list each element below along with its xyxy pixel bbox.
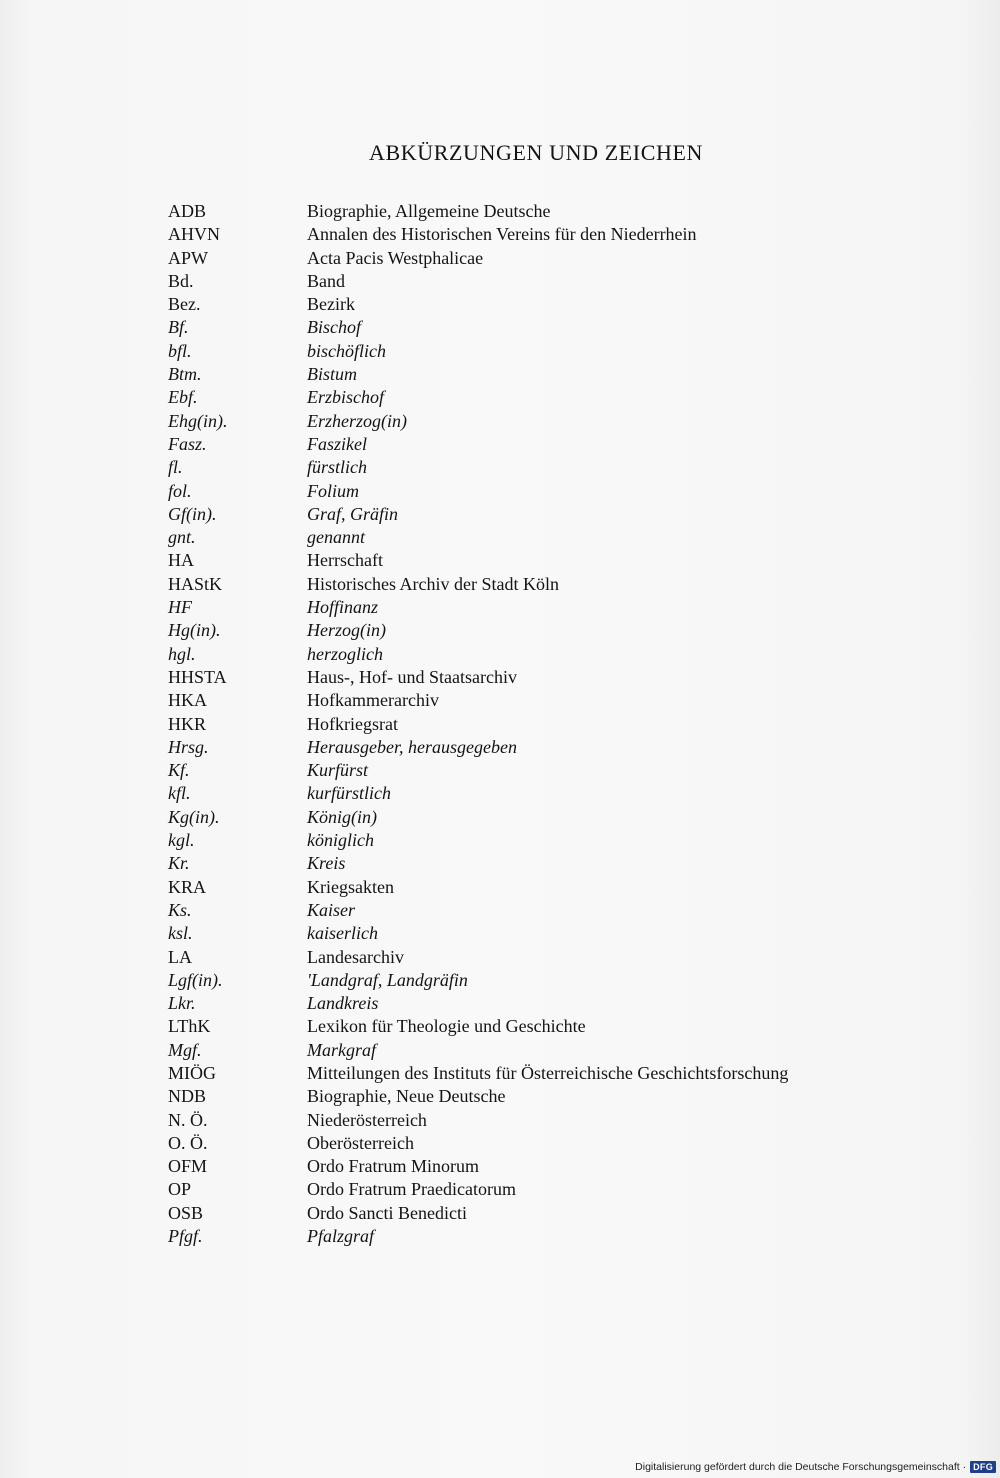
abbreviation-term: Ehg(in). — [168, 410, 228, 431]
abbreviation-term: Fasz. — [168, 433, 207, 454]
abbreviation-entry — [168, 503, 908, 526]
abbreviation-meaning: Historisches Archiv der Stadt Köln — [307, 573, 559, 594]
abbreviation-meaning: Kurfürst — [307, 760, 369, 781]
abbreviation-meaning: Hoffinanz — [307, 597, 379, 618]
abbreviation-entry — [168, 1132, 908, 1155]
abbreviation-meaning: genannt — [307, 527, 365, 548]
abbreviation-meaning: Faszikel — [307, 433, 367, 454]
abbreviation-term: Kr. — [168, 853, 190, 874]
abbreviation-term: HHSTA — [168, 666, 227, 687]
abbreviation-meaning: Niederösterreich — [307, 1109, 427, 1130]
abbreviation-term: Bf. — [168, 317, 189, 338]
footer-credit — [635, 1460, 996, 1474]
abbreviation-entry — [168, 549, 908, 572]
abbreviation-term: APW — [168, 247, 208, 268]
abbreviation-meaning: Bistum — [307, 364, 358, 385]
abbreviation-term: Hrsg. — [168, 736, 209, 757]
abbreviation-meaning: Acta Pacis Westphalicae — [307, 247, 484, 268]
abbreviation-term: Hg(in). — [168, 620, 221, 641]
abbreviation-term: AHVN — [168, 224, 220, 245]
abbreviation-term: MIÖG — [168, 1062, 216, 1083]
abbreviation-meaning: bischöflich — [307, 340, 386, 361]
abbreviation-meaning: Ordo Fratrum Praedicatorum — [307, 1179, 516, 1200]
abbreviation-meaning: Kaiser — [307, 899, 356, 920]
abbreviation-entry — [168, 643, 908, 666]
abbreviation-term: Bd. — [168, 270, 194, 291]
abbreviation-term: HF — [168, 597, 192, 618]
abbreviation-entry — [168, 806, 908, 829]
abbreviation-entry — [168, 410, 908, 433]
abbreviation-meaning: Erzbischof — [307, 387, 385, 408]
abbreviation-term: gnt. — [168, 527, 196, 548]
abbreviation-entry — [168, 619, 908, 642]
abbreviation-term: HA — [168, 550, 194, 571]
abbreviation-entry — [168, 1085, 908, 1108]
abbreviation-meaning: 'Landgraf, Landgräfin — [307, 969, 468, 990]
abbreviation-entry — [168, 992, 908, 1015]
abbreviation-entry — [168, 713, 908, 736]
abbreviation-term: OSB — [168, 1202, 204, 1223]
abbreviation-term: LThK — [168, 1016, 211, 1037]
abbreviation-term: Lkr. — [168, 993, 196, 1014]
abbreviation-term: HKA — [168, 690, 207, 711]
abbreviation-entry — [168, 270, 908, 293]
abbreviation-entry — [168, 456, 908, 479]
abbreviation-entry — [168, 316, 908, 339]
abbreviation-meaning: Band — [307, 270, 345, 291]
abbreviation-meaning: Annalen des Historischen Vereins für den Niederrhein — [307, 224, 697, 245]
abbreviation-term: Pfgf. — [168, 1226, 203, 1247]
abbreviation-meaning: Ordo Sancti Benedicti — [307, 1202, 467, 1223]
abbreviation-meaning: Pfalzgraf — [307, 1226, 375, 1247]
abbreviation-meaning: Oberösterreich — [307, 1132, 414, 1153]
abbreviation-entry — [168, 876, 908, 899]
abbreviation-entry — [168, 1225, 908, 1248]
abbreviation-meaning: Erzherzog(in) — [307, 410, 407, 431]
abbreviation-entry — [168, 1155, 908, 1178]
abbreviation-entry — [168, 1062, 908, 1085]
abbreviation-term: HAStK — [168, 573, 223, 594]
abbreviation-meaning: Ordo Fratrum Minorum — [307, 1156, 479, 1177]
abbreviation-meaning: Herrschaft — [307, 550, 383, 571]
abbreviation-term: kgl. — [168, 830, 195, 851]
abbreviation-entry — [168, 899, 908, 922]
abbreviation-meaning: Landesarchiv — [307, 946, 404, 967]
abbreviation-term: HKR — [168, 713, 207, 734]
abbreviation-term: N. Ö. — [168, 1109, 208, 1130]
abbreviation-term: fol. — [168, 480, 192, 501]
abbreviation-term: NDB — [168, 1086, 207, 1107]
abbreviation-entry — [168, 386, 908, 409]
abbreviation-entry — [168, 736, 908, 759]
abbreviation-entry — [168, 1109, 908, 1132]
abbreviation-term: hgl. — [168, 643, 196, 664]
abbreviation-meaning: Kreis — [307, 853, 346, 874]
abbreviation-meaning: kaiserlich — [307, 923, 378, 944]
footer-text: Digitalisierung gefördert durch die Deutsche Forschungsgemeinschaft · — [635, 1461, 967, 1473]
abbreviation-entry — [168, 666, 908, 689]
abbreviation-meaning: Herausgeber, herausgegeben — [307, 736, 517, 757]
abbreviation-entry — [168, 969, 908, 992]
abbreviation-meaning: Landkreis — [307, 993, 379, 1014]
abbreviation-term: Ebf. — [168, 387, 198, 408]
abbreviation-meaning: Markgraf — [307, 1039, 376, 1060]
abbreviation-meaning: König(in) — [307, 806, 377, 827]
abbreviation-entry — [168, 293, 908, 316]
abbreviation-term: Btm. — [168, 364, 202, 385]
abbreviation-meaning: Biographie, Allgemeine Deutsche — [307, 201, 551, 221]
abbreviation-entry — [168, 526, 908, 549]
abbreviation-meaning: Graf, Gräfin — [307, 503, 399, 524]
abbreviation-entry — [168, 1039, 908, 1062]
abbreviation-term: kfl. — [168, 783, 191, 804]
abbreviation-entry — [168, 363, 908, 386]
abbreviation-entry — [168, 247, 908, 270]
abbreviation-term: OFM — [168, 1156, 208, 1177]
abbreviation-meaning: Hofkammerarchiv — [307, 690, 439, 711]
abbreviation-entry — [168, 573, 908, 596]
abbreviation-entry — [168, 946, 908, 969]
abbreviation-entry — [168, 782, 908, 805]
abbreviation-term: ksl. — [168, 923, 193, 944]
abbreviation-meaning: Bezirk — [307, 294, 355, 315]
abbreviation-term: fl. — [168, 457, 183, 478]
abbreviation-entry — [168, 596, 908, 619]
abbreviation-meaning: Herzog(in) — [307, 620, 386, 641]
abbreviation-entry — [168, 829, 908, 852]
abbreviation-meaning: fürstlich — [307, 457, 368, 478]
abbreviation-term: OP — [168, 1179, 192, 1200]
abbreviation-entry — [168, 922, 908, 945]
abbreviation-term: Kf. — [168, 760, 190, 781]
abbreviation-term: Ks. — [168, 899, 192, 920]
abbreviation-term: Mgf. — [168, 1039, 202, 1060]
abbreviation-entry — [168, 1178, 908, 1201]
abbreviation-term: LA — [168, 946, 192, 967]
abbreviation-entry — [168, 852, 908, 875]
abbreviation-meaning: Haus-, Hof- und Staatsarchiv — [307, 666, 517, 687]
abbreviation-meaning: herzoglich — [307, 643, 383, 664]
abbreviation-entry — [168, 433, 908, 456]
dfg-logo-icon: DFG — [970, 1461, 996, 1473]
abbreviation-entry — [168, 1015, 908, 1038]
abbreviation-entry — [168, 340, 908, 363]
abbreviation-list — [168, 200, 908, 1248]
abbreviation-entry — [168, 200, 908, 223]
abbreviation-term: O. Ö. — [168, 1132, 208, 1153]
abbreviation-term: Lgf(in). — [168, 969, 223, 990]
abbreviation-meaning: Folium — [307, 480, 359, 501]
abbreviation-term: Kg(in). — [168, 806, 220, 827]
abbreviation-entry — [168, 223, 908, 246]
abbreviation-term: Bez. — [168, 294, 201, 315]
page-title: ABKÜRZUNGEN UND ZEICHEN — [369, 140, 703, 165]
abbreviation-meaning: Biographie, Neue Deutsche — [307, 1086, 506, 1107]
abbreviation-meaning: königlich — [307, 830, 374, 851]
abbreviation-entry — [168, 759, 908, 782]
abbreviation-term: Gf(in). — [168, 503, 217, 524]
abbreviation-meaning: Lexikon für Theologie und Geschichte — [307, 1016, 586, 1037]
abbreviation-term: ADB — [168, 201, 207, 221]
abbreviation-meaning: Hofkriegsrat — [307, 713, 398, 734]
abbreviation-entry — [168, 480, 908, 503]
abbreviation-entry — [168, 689, 908, 712]
abbreviation-meaning: kurfürstlich — [307, 783, 391, 804]
abbreviation-term: bfl. — [168, 340, 192, 361]
abbreviation-meaning: Bischof — [307, 317, 361, 338]
abbreviation-term: KRA — [168, 876, 207, 897]
abbreviation-meaning: Kriegsakten — [307, 876, 394, 897]
abbreviation-meaning: Mitteilungen des Instituts für Österreichische Geschichtsforschung — [307, 1062, 789, 1083]
abbreviation-entry — [168, 1202, 908, 1225]
